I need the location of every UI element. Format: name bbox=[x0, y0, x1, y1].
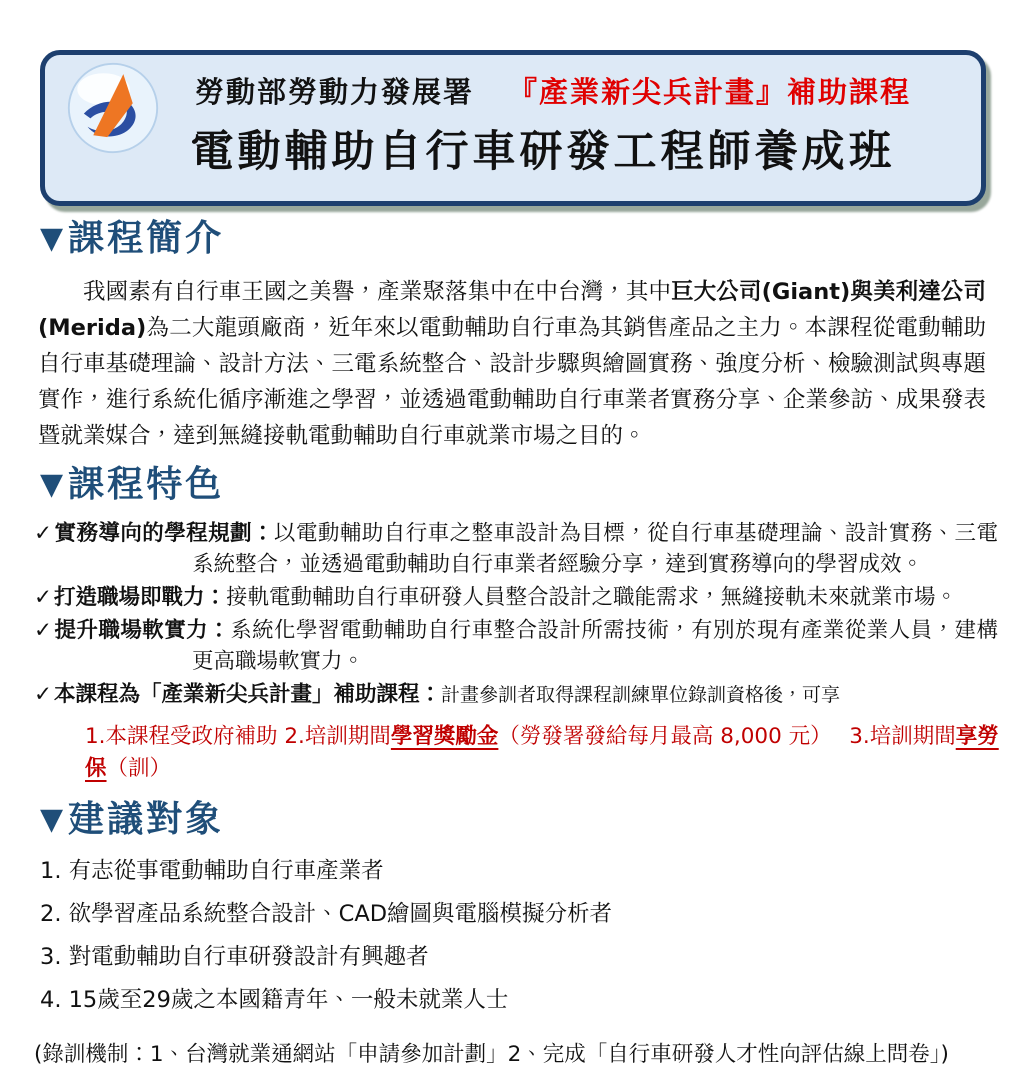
feature-item-readiness bbox=[34, 582, 998, 613]
benefit-underline-insurance: 享勞保 bbox=[85, 724, 999, 781]
feature-item-subsidy bbox=[34, 679, 998, 711]
section-audience-heading bbox=[40, 795, 1024, 845]
audience-item: 3. 對電動輔助自行車研發設計有興趣者 bbox=[40, 944, 429, 970]
benefit-part1: 1.本課程受政府補助 2.培訓期間 bbox=[85, 724, 391, 749]
feature-label: 打造職場即戰力： bbox=[54, 585, 227, 610]
intro-rest: 為二大龍頭廠商，近年來以電動輔助自行車為其銷售產品之主力。本課程從電動輔助自行車基礎理論、設計方法、三電系統整合、設計步驟與繪圖實務、強度分析、檢驗測試與專題實作，進行系統化循序漸進之學習，並透過電動輔助自行車業者實務分享、企業參訪、成果發表暨就業媒合，達到無縫接軌電動輔助自行車就業市場之目的。 bbox=[38, 315, 986, 449]
audience-item: 4. 15歲至29歲之本國籍青年、一般未就業人士 bbox=[40, 987, 509, 1013]
check-icon: ✓ bbox=[34, 585, 53, 610]
feature-label: 實務導向的學程規劃： bbox=[54, 521, 274, 546]
feature-item-softskill bbox=[34, 615, 998, 677]
enrollment-mechanism-note: (錄訓機制：1、台灣就業通網站「申請參加計劃」2、完成「自行車研發人才性向評估線上問卷」) bbox=[34, 1042, 949, 1067]
agency-name: 勞動部勞動力發展署 bbox=[195, 75, 475, 109]
feature-item-practical bbox=[34, 518, 998, 580]
feature-list bbox=[34, 518, 998, 711]
benefit-underline-reward: 學習獎勵金 bbox=[390, 724, 499, 749]
benefit-part3: （訓） bbox=[106, 756, 172, 781]
feature-label: 提升職場軟實力： bbox=[54, 618, 231, 643]
course-title: 電動輔助自行車研發工程師養成班 bbox=[190, 127, 896, 177]
section-features-title: 課程特色 bbox=[68, 464, 225, 505]
intro-paragraph bbox=[38, 274, 986, 454]
benefit-part2: （勞發署發給每月最高 8,000 元） 3.培訓期間 bbox=[498, 724, 956, 749]
feature-text: 系統化學習電動輔助自行車整合設計所需技術，有別於現有產業從業人員，建構更高職場軟實力。 bbox=[192, 618, 998, 674]
triangle-marker-icon: ▼ bbox=[40, 467, 67, 502]
triangle-marker-icon: ▼ bbox=[40, 221, 67, 256]
audience-item: 2. 欲學習產品系統整合設計、CAD繪圖與電腦模擬分析者 bbox=[40, 901, 613, 927]
triangle-marker-icon: ▼ bbox=[40, 802, 67, 837]
intro-companies: 巨大公司(Giant)與美利達公司(Merida) bbox=[38, 279, 986, 341]
feature-label: 本課程為「產業新尖兵計畫」補助課程： bbox=[54, 682, 442, 707]
feature-text: 以電動輔助自行車之整車設計為目標，從自行車基礎理論、設計實務、三電系統整合，並透過電動輔助自行車業者經驗分享，達到實務導向的學習成效。 bbox=[192, 521, 998, 577]
section-intro-title: 課程簡介 bbox=[68, 218, 225, 259]
feature-text: 接軌電動輔助自行車研發人員整合設計之職能需求，無縫接軌未來就業市場。 bbox=[226, 585, 958, 610]
banner-top-line bbox=[45, 55, 981, 111]
audience-item: 1. 有志從事電動輔助自行車產業者 bbox=[40, 858, 384, 884]
section-features-heading bbox=[40, 460, 1024, 510]
feature-text: 計畫參訓者取得課程訓練單位錄訓資格後，可享 bbox=[441, 684, 841, 706]
header-banner bbox=[40, 50, 986, 206]
program-name: 『產業新尖兵計畫』補助課程 bbox=[508, 75, 912, 109]
audience-list bbox=[40, 855, 984, 1017]
check-icon: ✓ bbox=[34, 618, 53, 643]
section-intro-heading bbox=[40, 214, 1024, 264]
subsidy-benefits-line bbox=[85, 721, 1004, 785]
intro-lead: 我國素有自行車王國之美譽，產業聚落集中在中台灣，其中 bbox=[83, 279, 672, 305]
course-flyer bbox=[0, 50, 1024, 1071]
wda-logo-icon bbox=[65, 61, 161, 155]
check-icon: ✓ bbox=[34, 521, 53, 546]
section-audience-title: 建議對象 bbox=[68, 799, 225, 840]
check-icon: ✓ bbox=[34, 682, 53, 707]
